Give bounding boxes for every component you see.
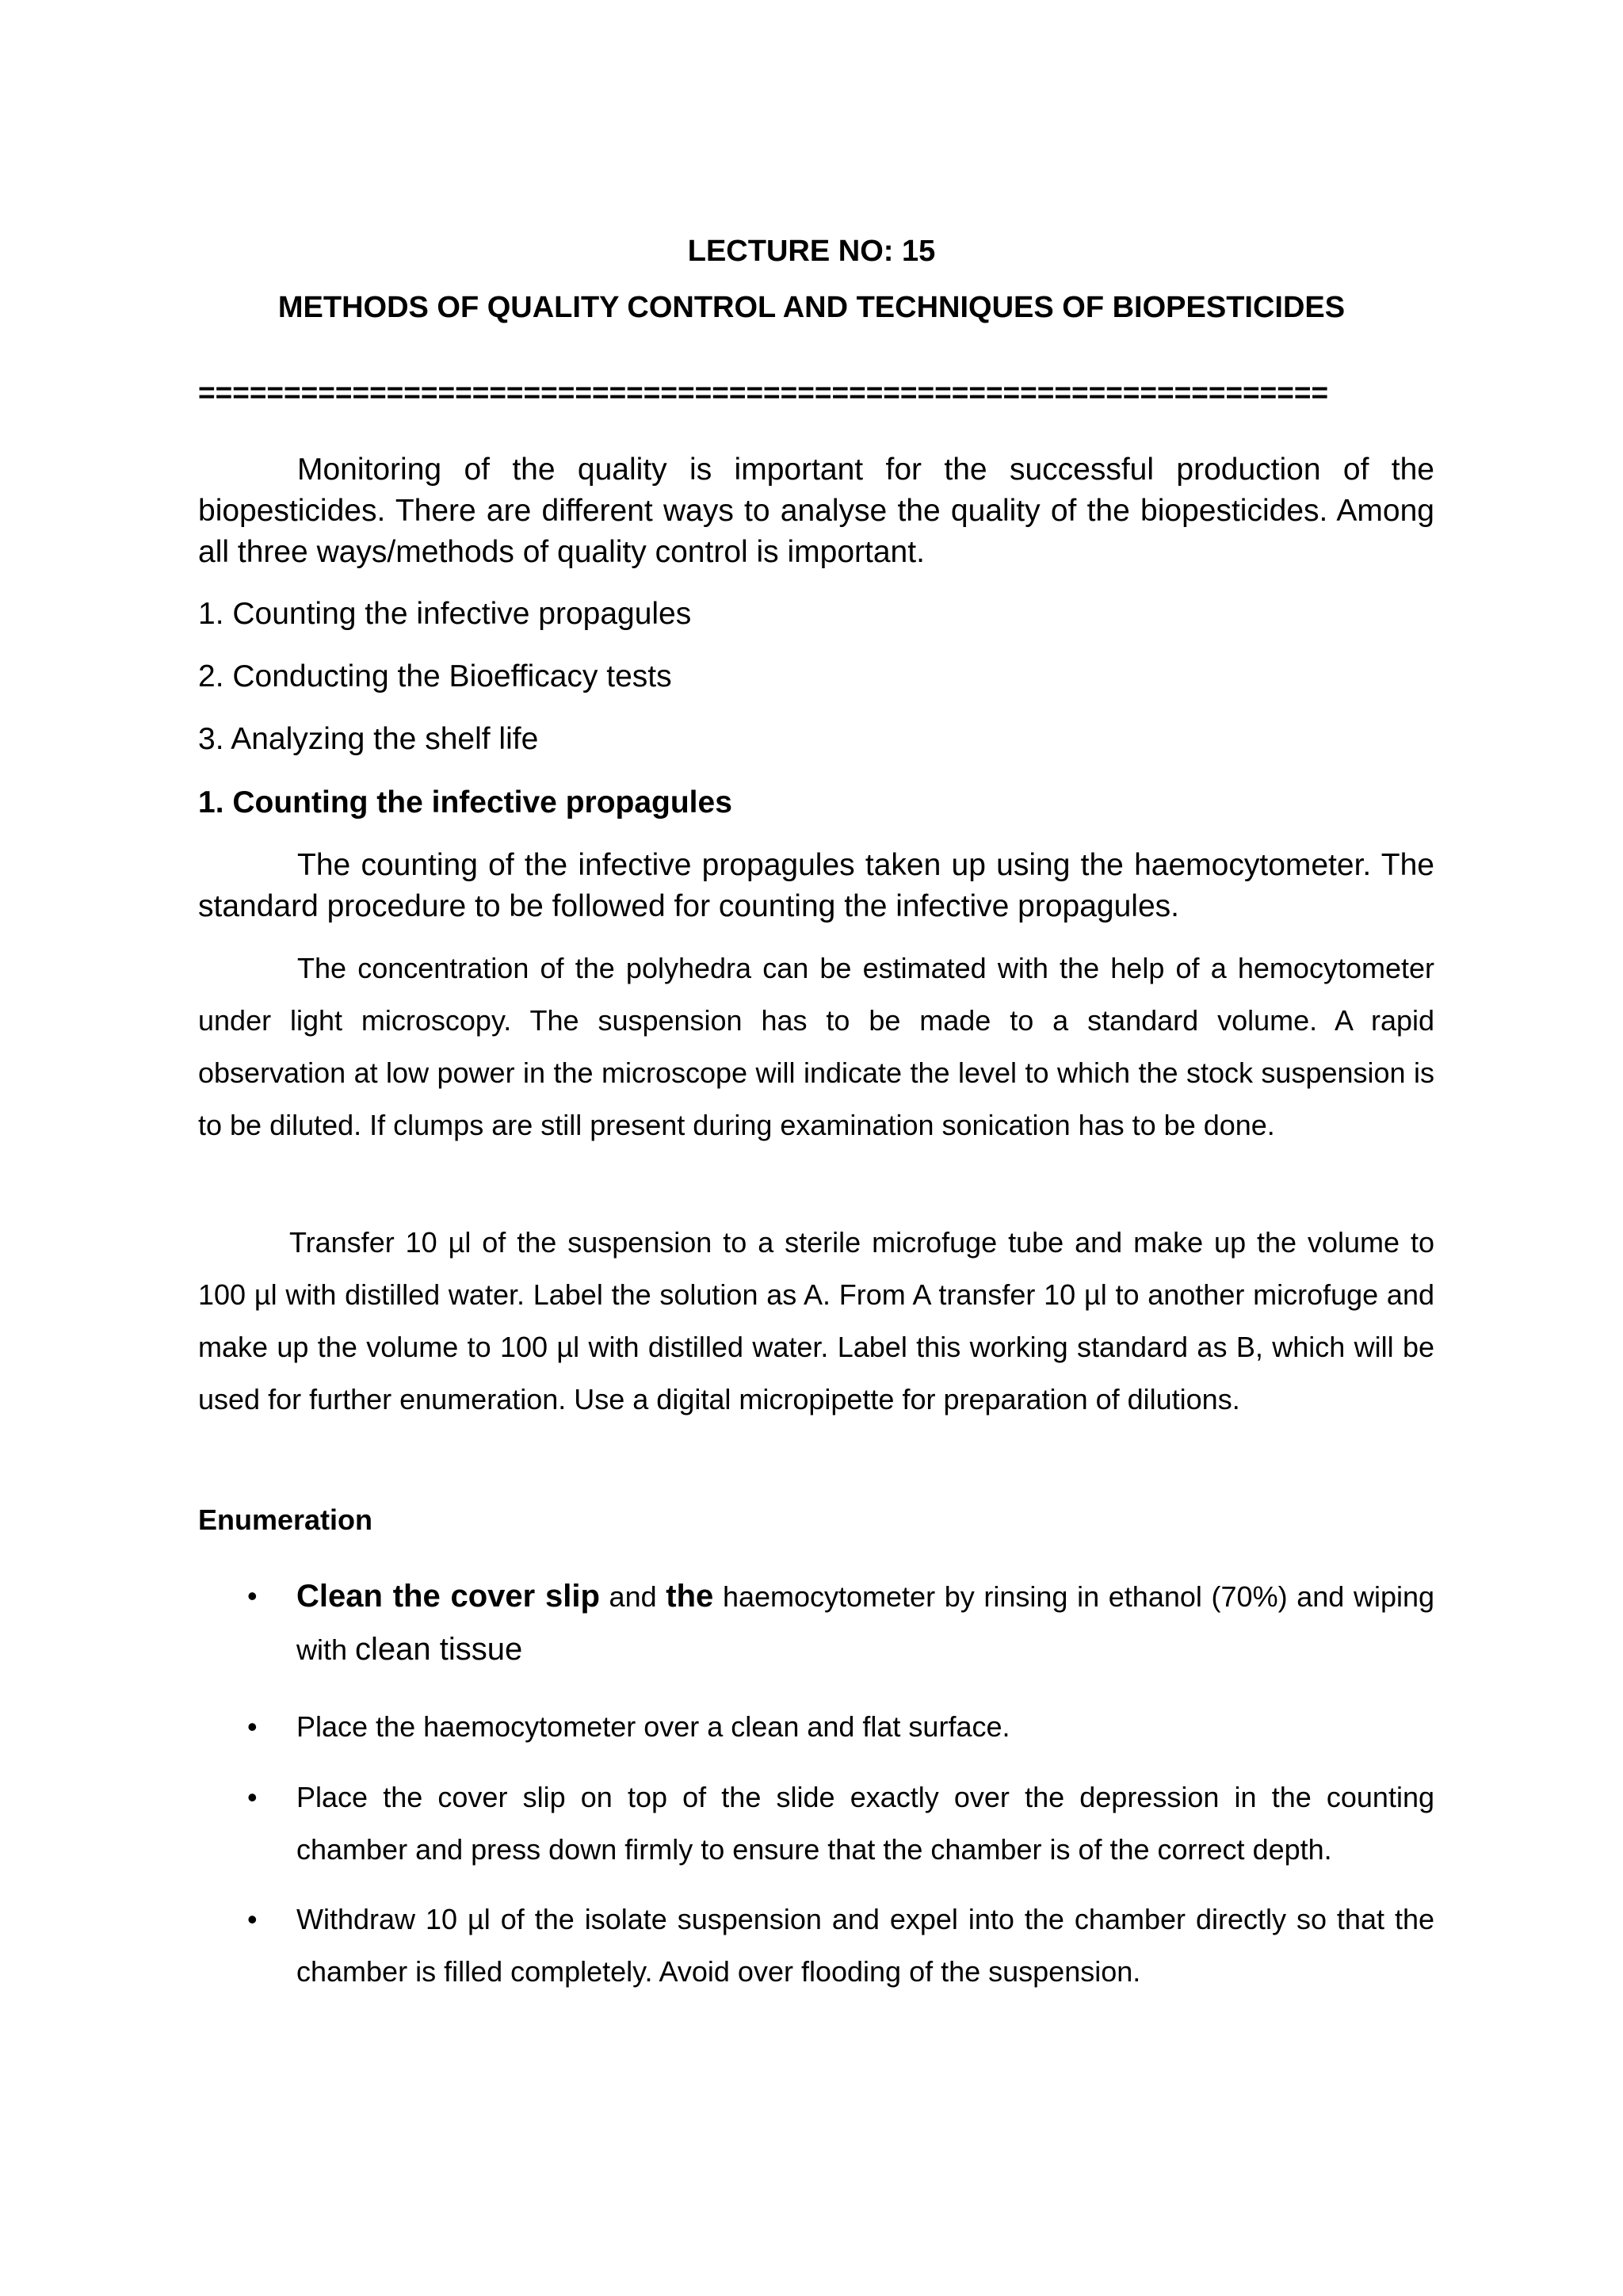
intro-paragraph: Monitoring of the quality is important for the successful production of the biopesticides. There are different ways to analyse the quality of the biopesticides. Among all three ways/methods of quality control is important. [198, 453, 1434, 569]
counting-paragraph-3: Transfer 10 µl of the suspension to a sterile microfuge tube and make up the volume to 100 µl with distilled water. Label the solution as A. From A transfer 10 µl to another microfuge and make up the volume to 100 µl with distilled water. Label this working standard as B, which will be used for further enumeration. Use a digital micropipette for preparation of dilutions. [198, 1226, 1434, 1415]
method-item-2: 2. Conducting the Bioefficacy tests [198, 659, 672, 693]
bullet-icon: • [247, 1710, 258, 1743]
separator-line: ================================================================== [198, 377, 1329, 409]
method-item-1: 1. Counting the infective propagules [198, 597, 692, 631]
bullet-emphasis-the: the [666, 1579, 714, 1614]
document-title: METHODS OF QUALITY CONTROL AND TECHNIQUES OF BIOPESTICIDES [277, 291, 1346, 324]
section-heading-counting: 1. Counting the infective propagules [198, 785, 732, 819]
method-item-3: 3. Analyzing the shelf life [198, 722, 539, 756]
bullet-icon: • [247, 1781, 258, 1813]
bullet-text: Place the haemocytometer over a clean and flat surface. [296, 1710, 1010, 1743]
bullet-text: Withdraw 10 µl of the isolate suspension and expel into the chamber directly so that the chamber is filled completely. Avoid over flooding of the suspension. [296, 1903, 1434, 1988]
bullet-emphasis-cover-slip: Clean the cover slip [296, 1579, 600, 1614]
bullet-icon: • [247, 1903, 258, 1935]
counting-paragraph-1: The counting of the infective propagules taken up using the haemocytometer. The standard procedure to be followed for counting the infective propagules. [198, 848, 1434, 923]
bullet-text: Place the cover slip on top of the slide exactly over the depression in the counting chamber and press down firmly to ensure that the chamber is of the correct depth. [296, 1781, 1434, 1866]
enumeration-bullet-3 [198, 1771, 1434, 1876]
enumeration-bullet-1 [198, 1570, 1434, 1676]
enumeration-bullet-4 [198, 1893, 1434, 1998]
bullet-text-rinsing: haemocytometer by rinsing in ethanol (70%) and wiping with [296, 1580, 1435, 1666]
bullet-icon: • [247, 1580, 258, 1612]
bullet-text-and: and [599, 1580, 666, 1613]
enumeration-bullet-2 [198, 1701, 1434, 1753]
bullet-text-clean-tissue: clean tissue [355, 1632, 523, 1667]
counting-paragraph-2: The concentration of the polyhedra can be estimated with the help of a hemocytometer under light microscopy. The suspension has to be made to a standard volume. A rapid observation at low power in the microscope will indicate the level to which the stock suspension is to be diluted. If clumps are still present during examination sonication has to be done. [198, 952, 1434, 1141]
lecture-number: LECTURE NO: 15 [687, 235, 936, 268]
bullet-text [296, 1570, 1434, 1676]
enumeration-heading: Enumeration [198, 1503, 373, 1536]
